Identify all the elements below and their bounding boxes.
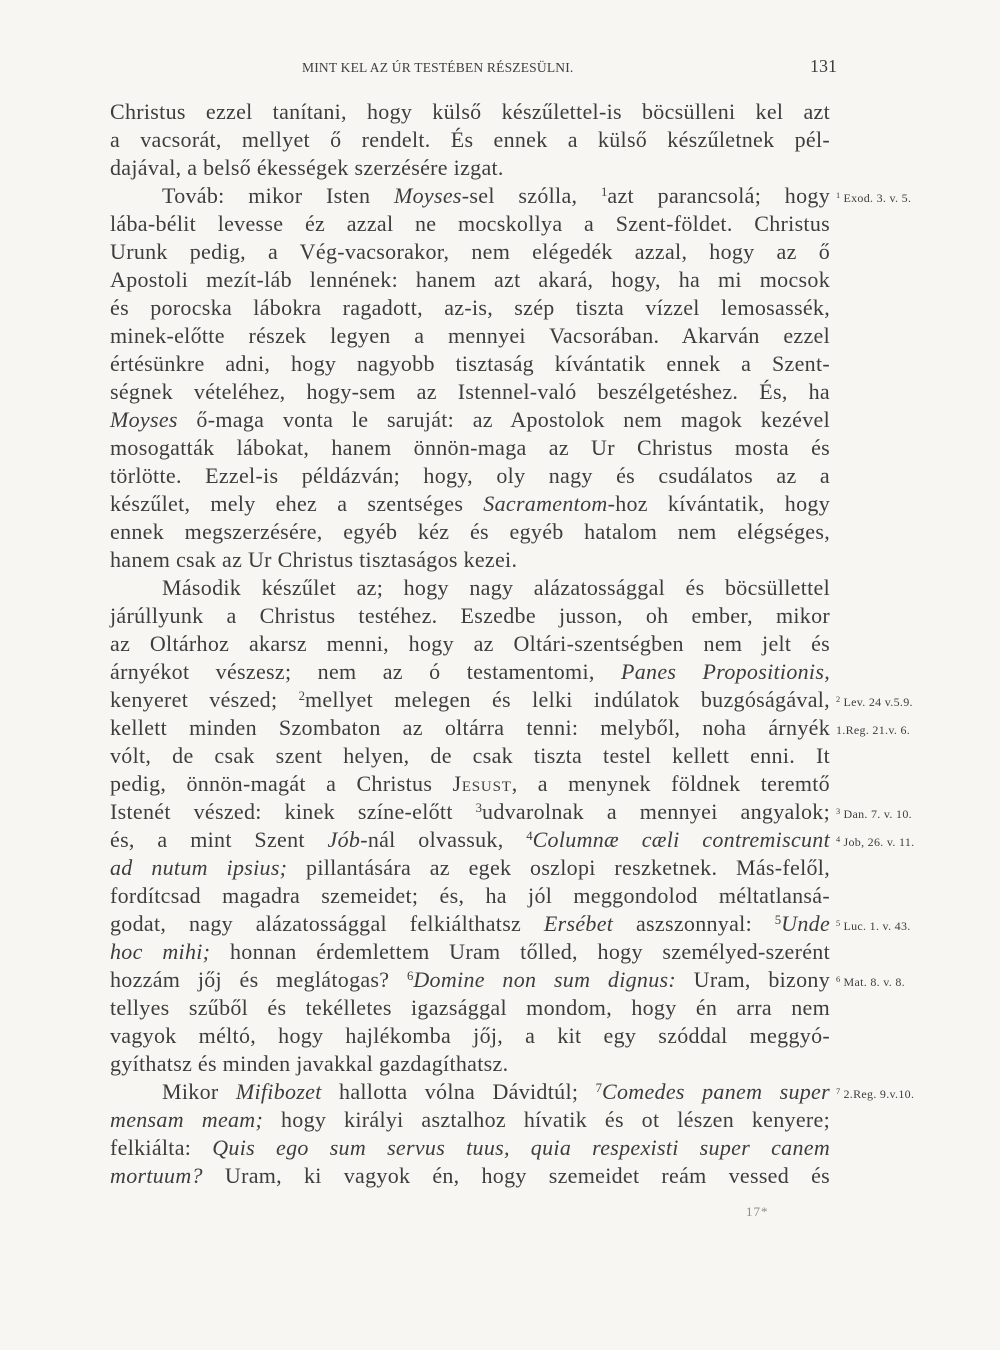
- line-text: [110, 1022, 830, 1050]
- footnote-marker: 5: [774, 912, 782, 927]
- margin-note-text: Job, 26. v. 11.: [843, 835, 915, 849]
- margin-note: [836, 692, 913, 712]
- text-line: [110, 182, 912, 210]
- text-line: [110, 546, 830, 574]
- text-line: [110, 126, 830, 154]
- text-run: , a menynek földnek teremtő: [511, 771, 830, 796]
- line-text: [110, 602, 830, 630]
- line-text: [110, 406, 830, 434]
- line-text: [110, 714, 830, 742]
- line-text: [110, 574, 830, 602]
- line-text: [110, 434, 830, 462]
- text-line: [110, 1022, 830, 1050]
- text-line: [110, 1162, 830, 1190]
- margin-note-marker: 3: [836, 806, 841, 816]
- line-text: [110, 350, 830, 378]
- italic-text: Moyses: [110, 407, 178, 432]
- line-text: [110, 798, 830, 826]
- text-run: pillantására az egek oszlopi reszketnek. Más-felől,: [287, 855, 830, 880]
- signature-mark: 17*: [746, 1204, 769, 1219]
- line-text: [110, 266, 830, 294]
- line-text: [110, 1106, 830, 1134]
- line-text: [110, 1078, 830, 1106]
- italic-text: Comedes panem super: [602, 1079, 830, 1104]
- margin-note-text: Luc. 1. v. 43.: [843, 919, 911, 933]
- italic-text: Jób: [327, 827, 361, 852]
- text-run: Istenét vészed: kinek színe-előtt: [110, 799, 476, 824]
- italic-text: Moyses: [393, 183, 462, 208]
- line-text: [110, 378, 830, 406]
- text-run: azt parancsolá; hogy: [607, 183, 831, 208]
- small-caps-text: Jesust: [452, 771, 512, 796]
- text-line: [110, 770, 830, 798]
- margin-note-text: Dan. 7. v. 10.: [843, 807, 912, 821]
- text-run: aszszonnyal:: [613, 911, 775, 936]
- text-run: járúllyunk a Christus testéhez. Eszedbe jusson, oh ember, mikor: [110, 603, 830, 628]
- italic-text: mortuum?: [110, 1163, 203, 1188]
- margin-note-text: Lev. 24 v.5.9.: [843, 695, 913, 709]
- footnote-marker: 7: [595, 1080, 602, 1095]
- text-run: vagyok méltó, hogy hajlékomba jőj, a kit egy szóddal meggyó-: [110, 1023, 830, 1048]
- text-line: [110, 602, 830, 630]
- text-run: -sel szólla,: [461, 183, 602, 208]
- text-run: ennek megszerzésére, egyéb kéz és egyéb hatalom nem elégséges,: [110, 519, 830, 544]
- text-line: [110, 742, 830, 770]
- line-text: [110, 546, 830, 574]
- margin-note: [836, 720, 910, 740]
- text-run: mellyet melegen és lelki indúlatok buzgóságával,: [304, 687, 830, 712]
- footnote-marker: 6: [406, 968, 414, 983]
- paragraph: [110, 1078, 915, 1190]
- text-line: [110, 630, 830, 658]
- text-line: [110, 154, 830, 182]
- text-run: godat, nagy alázatossággal felkiálthatsz: [110, 911, 544, 936]
- text-run: fordítcsad magadra szemeidet; és, ha jól meggondolod méltatlansá-: [110, 883, 830, 908]
- paragraph: [110, 574, 915, 1078]
- margin-note: [836, 1084, 914, 1104]
- page-number: 131: [810, 56, 837, 76]
- text-run: Apostoli mezít-láb lennének: hanem azt akará, hogy, ha mi mocsok: [110, 267, 830, 292]
- text-run: tellyes szűből és tekélletes igazsággal mondom, hogy én arra nem: [110, 995, 830, 1020]
- italic-text: Sacramentom: [483, 491, 608, 516]
- text-line: [110, 434, 830, 462]
- text-line: [110, 294, 830, 322]
- line-text: [110, 966, 830, 994]
- text-run: Urunk pedig, a Vég-vacsorakor, nem elégedék azzal, hogy az ő: [110, 239, 830, 264]
- margin-note-marker: 4: [836, 834, 841, 844]
- text-run: honnan érdemlettem Uram tőlled, hogy személyed-szerént: [210, 939, 830, 964]
- text-line: [110, 938, 830, 966]
- text-run: lába-bélit levesse éz azzal ne mocskollya a Szent-földet. Christus: [110, 211, 830, 236]
- line-text: [110, 490, 830, 518]
- text-line: [110, 406, 830, 434]
- line-text: [110, 238, 830, 266]
- text-run: értésünkre adni, hogy nagyobb tisztaság kívántatik ennek a Szent-: [110, 351, 830, 376]
- text-run: és, a mint Szent: [110, 827, 328, 852]
- text-run: minek-előtte részek legyen a mennyei Vacsorában. Akarván ezzel: [110, 323, 830, 348]
- line-text: [110, 686, 830, 714]
- margin-note-marker: 5: [836, 918, 841, 928]
- italic-text: Columnæ cæli contremiscunt: [532, 827, 831, 852]
- margin-note: [836, 804, 912, 824]
- italic-text: Domine non sum dignus:: [413, 967, 677, 992]
- text-run: ő-maga vonta le saruját: az Apostolok nem magok kezével: [177, 407, 830, 432]
- text-run: Uram, bizony: [676, 967, 831, 992]
- text-run: Mikor: [162, 1079, 236, 1104]
- text-line: [110, 266, 830, 294]
- line-text: [110, 98, 830, 126]
- paragraph: [110, 182, 912, 574]
- text-run: felkiálta:: [110, 1135, 213, 1160]
- text-run: Uram, ki vagyok én, hogy szemeidet reám vessed és: [202, 1163, 830, 1188]
- text-line: [110, 378, 830, 406]
- text-run: ségnek vételéhez, hogy-sem az Istennel-való beszélgetéshez. És, ha: [110, 379, 830, 404]
- text-line: [110, 490, 830, 518]
- text-line: [110, 966, 905, 994]
- line-text: [110, 910, 830, 938]
- margin-note-text: 1.Reg. 21.v. 6.: [836, 723, 911, 737]
- text-line: [110, 714, 911, 742]
- footnote-marker: 4: [526, 828, 533, 843]
- margin-note: [836, 972, 905, 992]
- text-run: vólt, de csak szent helyen, de csak tiszta testel kellett enni. It: [110, 743, 830, 768]
- text-run: árnyékot vészesz; nem az ó testamentomi,: [110, 659, 621, 684]
- text-run: -hoz kívántatik, hogy: [607, 491, 830, 516]
- line-text: [110, 182, 830, 210]
- line-text: [110, 210, 830, 238]
- margin-note: [836, 916, 911, 936]
- line-text: [110, 294, 830, 322]
- italic-text: ad nutum ipsius;: [110, 855, 288, 880]
- line-text: [110, 1050, 830, 1078]
- italic-text: Mifibozet: [235, 1079, 322, 1104]
- line-text: [110, 630, 830, 658]
- text-line: [110, 798, 912, 826]
- text-run: Második készűlet az; hogy nagy alázatossággal és böcsüllettel: [162, 575, 830, 600]
- text-run: hozzám jőj és meglátogas?: [110, 967, 407, 992]
- margin-note-marker: 6: [836, 974, 841, 984]
- paragraph: [110, 98, 830, 182]
- text-line: [110, 1050, 830, 1078]
- margin-note: [836, 188, 911, 208]
- text-line: [110, 1134, 830, 1162]
- text-run: hogy királyi asztalhoz hívatik és ot lészen kenyere;: [263, 1107, 830, 1132]
- italic-text: Panes Propositionis,: [620, 659, 831, 684]
- margin-note-marker: 1: [836, 190, 841, 200]
- line-text: [110, 1162, 830, 1190]
- line-text: [110, 658, 830, 686]
- text-body: [110, 98, 915, 1190]
- italic-text: Ersébet: [543, 911, 614, 936]
- margin-note-marker: 7: [836, 1086, 841, 1096]
- text-line: [110, 322, 830, 350]
- footnote-marker: 2: [298, 688, 305, 703]
- text-run: az Oltárhoz akarsz menni, hogy az Oltári-szentségben nem jelt és: [110, 631, 830, 656]
- text-line: [110, 686, 913, 714]
- text-line: [110, 658, 830, 686]
- text-line: [110, 994, 830, 1022]
- text-run: pedig, önnön-magát a Christus: [110, 771, 453, 796]
- text-run: hanem csak az Ur Christus tisztaságos kezei.: [110, 547, 518, 572]
- margin-note-text: 2.Reg. 9.v.10.: [843, 1087, 915, 1101]
- line-text: [110, 826, 830, 854]
- text-run: hallotta vólna Dávidtúl;: [321, 1079, 596, 1104]
- line-text: [110, 938, 830, 966]
- text-line: [110, 882, 830, 910]
- margin-note-marker: 2: [836, 694, 841, 704]
- text-run: gyíthatsz és minden javakkal gazdagíthatsz.: [110, 1051, 509, 1076]
- text-run: -nál olvassuk,: [360, 827, 527, 852]
- text-run: kenyeret vészed;: [110, 687, 299, 712]
- text-line: [110, 210, 830, 238]
- line-text: [110, 742, 830, 770]
- italic-text: Quis ego sum servus tuus, quia respexisti super canem: [212, 1135, 831, 1160]
- line-text: [110, 994, 830, 1022]
- margin-note: [836, 832, 914, 852]
- footnote-marker: 3: [475, 800, 483, 815]
- text-run: udvarolnak a mennyei angyalok;: [482, 799, 830, 824]
- line-text: [110, 322, 830, 350]
- text-run: Christus ezzel tanítani, hogy külső készűlettel-is böcsülleni kel azt: [110, 99, 830, 124]
- text-line: [110, 854, 830, 882]
- line-text: [110, 1134, 830, 1162]
- text-run: készűlet, mely ehez a szentséges: [110, 491, 484, 516]
- text-line: [110, 1078, 915, 1106]
- text-line: [110, 350, 830, 378]
- text-line: [110, 826, 915, 854]
- line-text: [110, 518, 830, 546]
- line-text: [110, 854, 830, 882]
- line-text: [110, 154, 830, 182]
- text-run: kellett minden Szombaton az oltárra tenni: melyből, noha árnyék: [110, 715, 830, 740]
- margin-note-text: Exod. 3. v. 5.: [843, 191, 912, 205]
- line-text: [110, 882, 830, 910]
- text-line: [110, 518, 830, 546]
- text-line: [110, 910, 911, 938]
- line-text: [110, 462, 830, 490]
- text-run: a vacsorát, mellyet ő rendelt. És ennek a külső készűletnek pél-: [110, 127, 830, 152]
- text-line: [110, 574, 830, 602]
- text-line: [110, 238, 830, 266]
- text-run: törlötte. Ezzel-is példázván; hogy, oly nagy és csudálatos az a: [110, 463, 830, 488]
- text-line: [110, 1106, 830, 1134]
- text-line: [110, 462, 830, 490]
- text-line: [110, 98, 830, 126]
- italic-text: mensam meam;: [110, 1107, 264, 1132]
- line-text: [110, 126, 830, 154]
- running-head: MINT KEL AZ ÚR TESTÉBEN RÉSZESÜLNI.: [302, 60, 574, 75]
- line-text: [110, 770, 830, 798]
- text-run: és porocska lábokra ragadott, az-is, szép tiszta vízzel lemosassék,: [110, 295, 830, 320]
- text-run: dajával, a belső ékességek szerzésére izgat.: [110, 155, 504, 180]
- text-run: Továb: mikor Isten: [162, 183, 394, 208]
- footnote-marker: 1: [601, 184, 608, 199]
- margin-note-text: Mat. 8. v. 8.: [843, 975, 905, 989]
- italic-text: hoc mihi;: [110, 939, 211, 964]
- italic-text: Unde: [781, 911, 831, 936]
- text-run: mosogatták lábokat, hanem önnön-maga az Ur Christus mosta és: [110, 435, 830, 460]
